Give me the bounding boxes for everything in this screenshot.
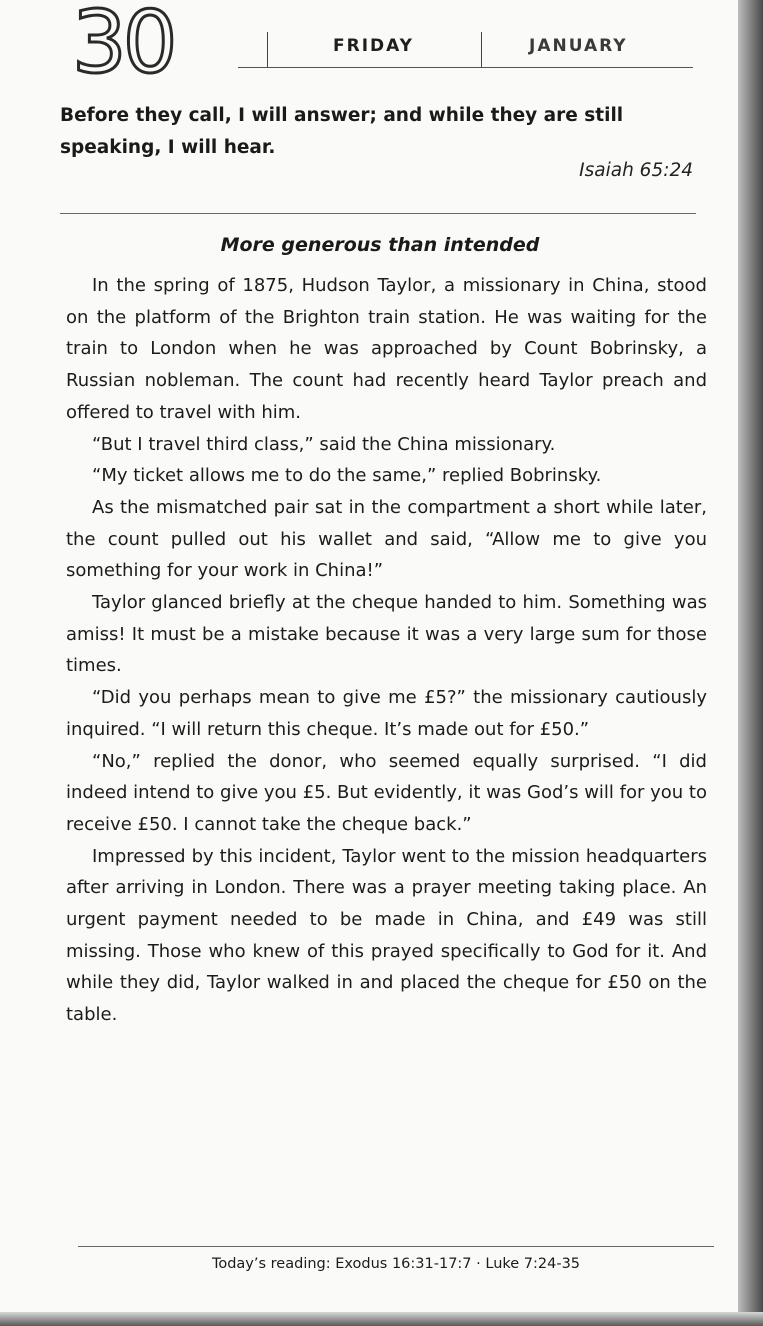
page-bottom-shadow (0, 1312, 763, 1326)
header-rule (238, 67, 693, 68)
article-body (66, 270, 707, 1031)
month-label: JANUARY (529, 36, 628, 56)
day-number: 30 (72, 0, 174, 93)
weekday-label: FRIDAY (333, 36, 414, 56)
header-separator (481, 32, 482, 68)
header-separator (267, 32, 268, 68)
paragraph: Taylor glanced briefly at the cheque handed to him. Something was amiss! It must be a mistake because it was a very large sum for those times. (66, 592, 707, 677)
paragraph: “No,” replied the donor, who seemed equally surprised. “I did indeed intend to give you £5. But evidently, it was God’s will for you to receive £50. I cannot take the cheque back.” (66, 750, 707, 835)
paragraph: “My ticket allows me to do the same,” replied Bobrinsky. (92, 465, 602, 487)
paragraph: As the mismatched pair sat in the compartment a short while later, the count pulled out his wallet and said, “Allow me to give you something for your work in China!” (66, 496, 707, 582)
divider-bottom (78, 1246, 714, 1247)
divider-top (60, 213, 696, 214)
paragraph: In the spring of 1875, Hudson Taylor, a missionary in China, stood on the platform of the Brighton train station. He was waiting for the train to London when he was approached by Count Bobrinsky, a Russian nobleman. The count had recently heard Taylor preach and offered to travel with him. (66, 275, 707, 423)
paragraph: “But I travel third class,” said the China missionary. (92, 433, 556, 455)
article-title: More generous than intended (220, 234, 540, 256)
todays-reading: Today’s reading: Exodus 16:31-17:7 · Luke 7:24-35 (211, 1256, 581, 1272)
bible-verse: Before they call, I will answer; and while they are still speaking, I will hear. (60, 105, 624, 158)
paragraph: “Did you perhaps mean to give me £5?” the missionary cautiously inquired. “I will return this cheque. It’s made out for £50.” (66, 687, 707, 740)
verse-reference: Isaiah 65:24 (579, 160, 693, 181)
paragraph: Impressed by this incident, Taylor went to the mission headquarters after arriving in London. There was a prayer meeting taking place. An urgent payment needed to be made in China, and £49 was still missing. Those who knew of this prayed specifically to God for it. And while they did, Taylor walked in and placed the cheque for £50 on the table. (66, 845, 707, 1026)
page-edge-shadow (738, 0, 763, 1326)
